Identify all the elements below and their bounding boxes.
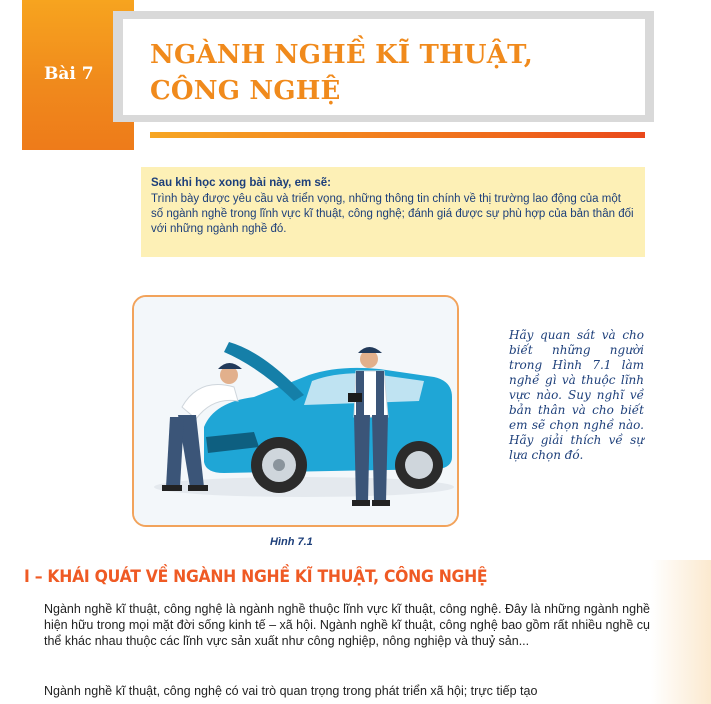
side-question: Hãy quan sát và cho biết những người trong Hình 7.1 làm nghề gì và thuộc lĩnh vực nào. Suy nghĩ về bản thân và cho biết em sẽ chọn nghề nào. Hãy giải thích về sự lựa chọn đó. [509,328,644,462]
title-line-2: CÔNG NGHỆ [150,76,341,106]
objectives-box [141,167,645,257]
paragraph-1: Ngành nghề kĩ thuật, công nghệ là ngành nghề thuộc lĩnh vực kĩ thuật, công nghệ. Đây là những ngành nghề hiện hữu trong mọi mặt đời sống kinh tế – xã hội. Ngành nghề kĩ thuật, công nghệ bao gồm rất nhiều nghề cụ thể khác nhau thuộc các lĩnh vực sản xuất như công nghiệp, nông nghiệp và thuỷ sản... [44,602,650,648]
objectives-heading: Sau khi học xong bài này, em sẽ: [151,177,332,189]
objectives-body: Trình bày được yêu cầu và triển vọng, những thông tin chính về thị trường lao động của một số ngành nghề trong lĩnh vực kĩ thuật, công nghệ; đánh giá được sự phù hợp của bản thân đối với những ngành nghề đó. [151,193,634,235]
title-underline [150,132,645,138]
figure-image [132,295,459,527]
car-repair-illustration [134,297,457,525]
figure-caption: Hình 7.1 [270,536,313,548]
page-title [150,37,630,109]
page-edge-shade [651,560,711,704]
title-line-1: NGÀNH NGHỀ KĨ THUẬT, [150,40,534,70]
lesson-label: Bài 7 [44,64,94,84]
paragraph-2: Ngành nghề kĩ thuật, công nghệ có vai trò quan trọng trong phát triển xã hội; trực tiếp tạo [44,684,538,698]
section-heading: I – KHÁI QUÁT VỀ NGÀNH NGHỀ KĨ THUẬT, CÔNG NGHỆ [24,567,488,587]
